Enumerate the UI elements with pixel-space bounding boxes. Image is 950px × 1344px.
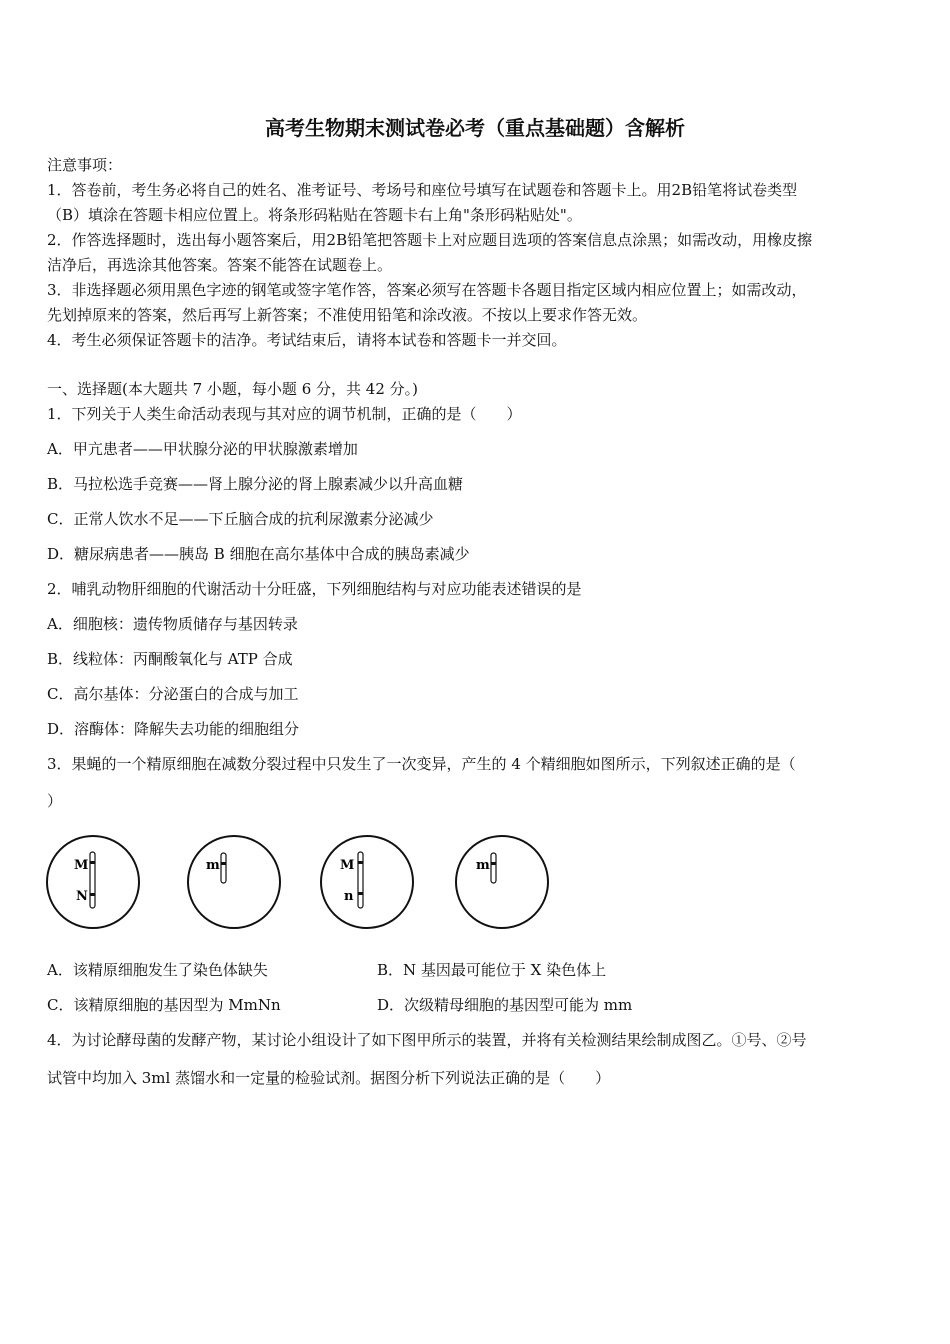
notice-heading: 注意事项： — [47, 156, 123, 174]
gene-label: m — [476, 858, 490, 873]
question-3-option-b: B．N 基因最可能位于 X 染色体上 — [377, 961, 607, 979]
question-3-stem-continued: ） — [47, 792, 63, 810]
gene-label: n — [344, 889, 354, 904]
question-1-option-c: C．正常人饮水不足——下丘脑合成的抗利尿激素分泌减少 — [47, 510, 434, 528]
gene-label: m — [206, 858, 220, 873]
sperm-cell-1 — [47, 836, 139, 928]
question-2-option-a: A．细胞核：遗传物质储存与基因转录 — [47, 615, 298, 633]
question-3-stem: 3．果蝇的一个精原细胞在减数分裂过程中只发生了一次变异，产生的 4 个精细胞如图所示，下列叙述正确的是（ — [47, 755, 796, 773]
question-4-stem: 4．为讨论酵母菌的发酵产物，某讨论小组设计了如下图甲所示的装置，并将有关检测结果绘制成图乙。①号、②号 — [47, 1031, 807, 1049]
notice-line: 4．考生必须保证答题卡的洁净。考试结束后，请将本试卷和答题卡一并交回。 — [47, 331, 567, 349]
question-3-option-c: C．该精原细胞的基因型为 MmNn — [47, 996, 281, 1014]
question-1-stem: 1．下列关于人类生命活动表现与其对应的调节机制，正确的是（ ） — [47, 405, 522, 423]
notice-line: （B）填涂在答题卡相应位置上。将条形码粘贴在答题卡右上角"条形码粘贴处"。 — [47, 206, 582, 224]
page-title: 高考生物期末测试卷必考（重点基础题）含解析 — [265, 116, 685, 140]
question-3-option-d: D．次级精母细胞的基因型可能为 mm — [377, 996, 633, 1014]
question-1-option-d: D．糖尿病患者——胰岛 B 细胞在高尔基体中合成的胰岛素减少 — [47, 545, 470, 563]
gene-label: N — [76, 889, 88, 904]
question-4-stem-continued: 试管中均加入 3ml 蒸馏水和一定量的检验试剂。据图分析下列说法正确的是（ ） — [47, 1069, 611, 1087]
question-2-option-b: B．线粒体：丙酮酸氧化与 ATP 合成 — [47, 650, 293, 668]
question-3-option-a: A．该精原细胞发生了染色体缺失 — [47, 961, 268, 979]
notice-line: 先划掉原来的答案，然后再写上新答案；不准使用铅笔和涂改液。不按以上要求作答无效。 — [47, 306, 648, 324]
gene-label: M — [74, 858, 89, 873]
notice-line: 2．作答选择题时，选出每小题答案后，用2B铅笔把答题卡上对应题目选项的答案信息点涂黑；如需改动，用橡皮擦 — [47, 231, 813, 249]
sperm-cell-2 — [188, 836, 280, 928]
notice-line: 3．非选择题必须用黑色字迹的钢笔或签字笔作答，答案必须写在答题卡各题目指定区域内相应位置上；如需改动， — [47, 281, 807, 299]
question-2-option-d: D．溶酶体：降解失去功能的细胞组分 — [47, 720, 300, 738]
notice-line: 洁净后，再选涂其他答案。答案不能答在试题卷上。 — [47, 256, 393, 274]
section-heading: 一、选择题(本大题共 7 小题，每小题 6 分，共 42 分。) — [47, 380, 418, 398]
question-2-stem: 2．哺乳动物肝细胞的代谢活动十分旺盛，下列细胞结构与对应功能表述错误的是 — [47, 580, 582, 598]
sperm-cell-3 — [321, 836, 413, 928]
question-2-option-c: C．高尔基体：分泌蛋白的合成与加工 — [47, 685, 299, 703]
notice-line: 1．答卷前，考生务必将自己的姓名、准考证号、考场号和座位号填写在试题卷和答题卡上。用2B铅笔将试卷类型 — [47, 181, 798, 199]
question-1-option-a: A．甲亢患者——甲状腺分泌的甲状腺激素增加 — [47, 440, 358, 458]
sperm-cells-figure — [40, 825, 580, 945]
question-1-option-b: B．马拉松选手竞赛——肾上腺分泌的肾上腺素减少以升高血糖 — [47, 475, 464, 493]
sperm-cell-4 — [456, 836, 548, 928]
gene-label: M — [340, 858, 355, 873]
